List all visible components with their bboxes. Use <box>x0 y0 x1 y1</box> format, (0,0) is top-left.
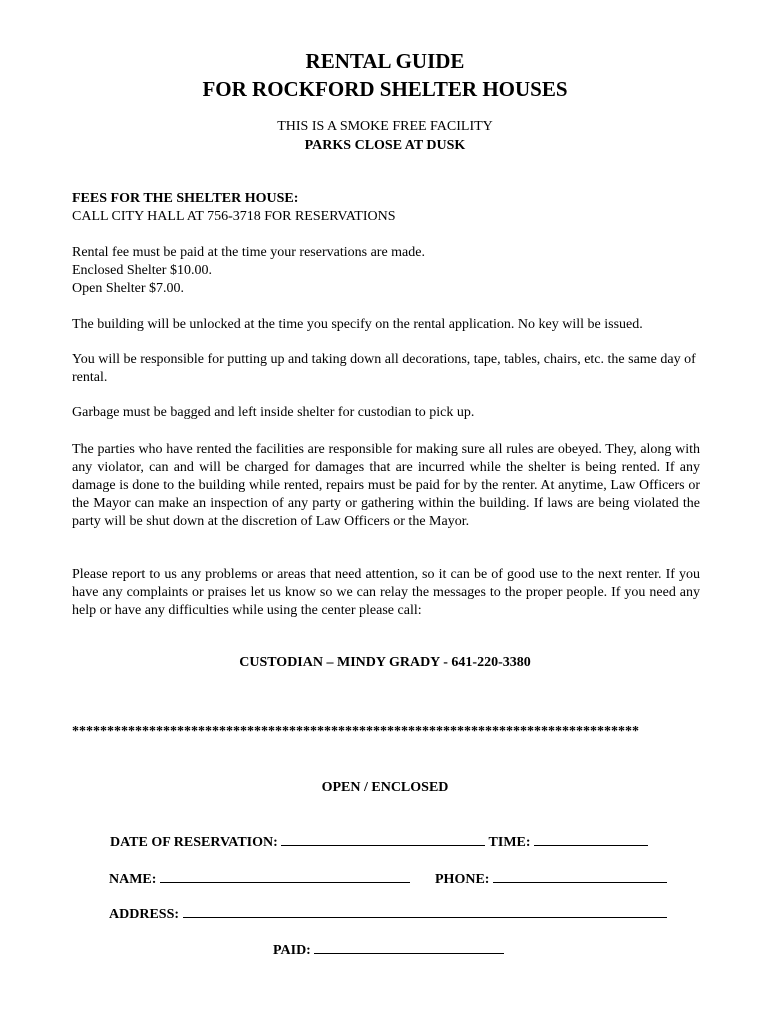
address-field[interactable] <box>183 903 667 918</box>
phone-label: PHONE: <box>435 872 490 887</box>
time-label: TIME: <box>488 835 531 850</box>
time-field[interactable] <box>534 831 648 846</box>
open-shelter-fee: Open Shelter $7.00. <box>72 281 184 296</box>
name-row <box>109 868 410 889</box>
paid-field[interactable] <box>314 939 504 954</box>
date-of-reservation-field[interactable] <box>281 831 485 846</box>
phone-field[interactable] <box>493 868 667 883</box>
paid-row <box>273 939 504 960</box>
call-city-hall-line: CALL CITY HALL AT 756-3718 FOR RESERVATIONS <box>72 209 396 224</box>
smoke-free-notice: THIS IS A SMOKE FREE FACILITY <box>277 119 493 134</box>
enclosed-shelter-fee: Enclosed Shelter $10.00. <box>72 263 212 278</box>
fees-heading: FEES FOR THE SHELTER HOUSE: <box>72 191 299 206</box>
document-title-line2: FOR ROCKFORD SHELTER HOUSES <box>202 77 568 101</box>
payment-line: Rental fee must be paid at the time your reservations are made. <box>72 245 425 260</box>
separator-line: ********************************************************************************* <box>72 724 639 739</box>
name-label: NAME: <box>109 872 157 887</box>
parks-close-notice: PARKS CLOSE AT DUSK <box>304 138 466 153</box>
name-field[interactable] <box>160 868 410 883</box>
custodian-contact: CUSTODIAN – MINDY GRADY - 641-220-3380 <box>239 655 531 670</box>
paid-label: PAID: <box>273 943 311 958</box>
date-of-reservation-row <box>110 831 648 852</box>
report-paragraph: Please report to us any problems or areas that need attention, so it can be of good use to the next renter. If you have any complaints or praises let us know so we can relay the messages to the proper people. If you need any help or have any difficulties while using the center please call: <box>72 567 700 618</box>
address-label: ADDRESS: <box>109 907 180 922</box>
document-title-line1: RENTAL GUIDE <box>305 49 465 73</box>
address-row <box>109 903 667 924</box>
garbage-paragraph: Garbage must be bagged and left inside shelter for custodian to pick up. <box>72 405 475 420</box>
parties-paragraph: The parties who have rented the facilities are responsible for making sure all rules are obeyed. They, along with any violator, can and will be charged for damages that are incurred while the shelter is being rented. If any damage is done to the building while rented, repairs must be paid for by the renter. At anytime, Law Officers or the Mayor can make an inspection of any party or gathering within the building. If laws are being violated the party will be shut down at the discretion of Law Officers or the Mayor. <box>72 442 700 529</box>
date-of-reservation-label: DATE OF RESERVATION: <box>110 835 278 850</box>
open-enclosed-heading: OPEN / ENCLOSED <box>321 780 449 795</box>
phone-row <box>435 868 667 889</box>
unlock-paragraph: The building will be unlocked at the time you specify on the rental application. No key will be issued. <box>72 317 643 332</box>
responsibility-paragraph: You will be responsible for putting up and taking down all decorations, tape, tables, chairs, etc. the same day of rental. <box>72 352 696 385</box>
